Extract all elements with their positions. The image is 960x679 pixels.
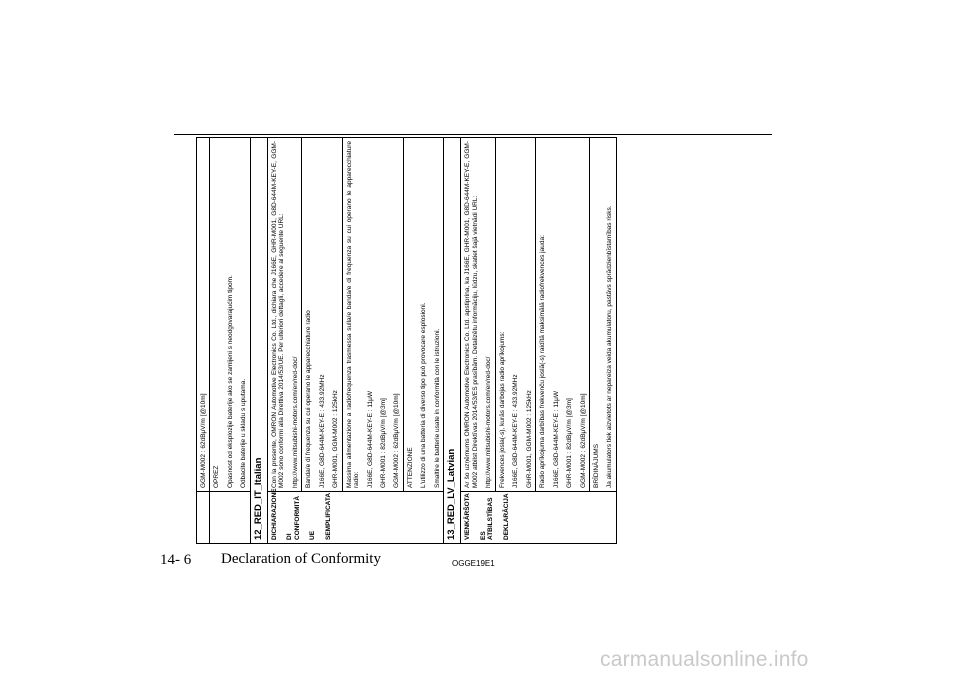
text-line: J166E, G8D-644M-KEY-E : 433.92MHz — [512, 374, 520, 488]
table-row — [461, 138, 495, 544]
table-row — [197, 138, 210, 544]
page-code: OGGE19E1 — [452, 559, 495, 568]
table-row — [536, 138, 590, 544]
text-line: GGM-M002 : 62dBμV/m [@10m] — [200, 393, 207, 488]
text-line: J166E, G8D-644M-KEY-E : 433.92MHz — [318, 374, 326, 488]
site-watermark: carmanualsonline.info — [600, 648, 809, 671]
page-number: 14- 6 — [160, 552, 192, 568]
table-row — [267, 138, 301, 544]
label-cell — [461, 492, 617, 544]
content-cell — [197, 138, 210, 492]
text-line: L'utilizzo di una batteria di diverso tipo può provocare esplosioni. — [420, 302, 428, 488]
section-heading-row — [444, 138, 461, 544]
text-line: J166E, G8D-644M-KEY-E : 11μW — [552, 391, 560, 488]
content-cell — [210, 138, 250, 492]
url-link[interactable]: http://www.mitsubishi-motors.com/en/red-doc/ — [485, 356, 493, 488]
table-row — [302, 138, 342, 544]
text-line: Massima alimentazione a radiofrequenza trasmessa sulla/e banda/e di frequenza su cui operano le apparecchiature radio: — [345, 141, 361, 488]
label-line: UE — [309, 530, 317, 540]
label-line: ES ATBILSTĪBAS — [479, 497, 495, 540]
label-line: SEMPLIFICATA — [324, 492, 332, 540]
content-cell — [267, 138, 301, 492]
label-cell — [210, 492, 250, 544]
text-line: GHR-M001 : 82dBμV/m [@3m] — [566, 398, 574, 488]
label-line: DI CONFORMITÀ — [286, 495, 301, 540]
text-line: Ja akumulators tiek aizvietots ar nepareiza veida akumulatoru, pastāvs sprādzienbīstamības risks. — [606, 205, 614, 488]
section-heading-row — [250, 138, 267, 544]
table-row — [210, 138, 250, 544]
text-line: GHR-M001, GGM-M002 : 125kHz — [332, 390, 340, 488]
label-line: DEKLARĀCIJA — [502, 493, 510, 540]
table-row — [403, 138, 443, 544]
header-rule — [174, 134, 772, 135]
content-cell — [302, 138, 342, 492]
table-row — [589, 138, 616, 544]
content-cell — [403, 138, 443, 492]
text-line: GHR-M001 : 82dBμV/m [@3m] — [380, 398, 388, 488]
text-line: Banda/e di frequenza su cui operano le apparecchiature radio — [305, 310, 313, 488]
url-link[interactable]: http://www.mitsubishi-motors.com/en/red-doc/ — [291, 356, 299, 488]
content-cell — [461, 138, 495, 492]
section-heading: 13_RED_LV_Latvian — [444, 138, 461, 544]
text-line: OPREZ — [213, 465, 221, 488]
text-line: J166E, G8D-644M-KEY-E : 11μW — [366, 391, 374, 488]
text-line: Smaltire le batterie usate in conformità con le istruzioni. — [433, 328, 441, 488]
text-line: Radio aprīkojuma darbības frekvenču joslā(-s) raidītā maksimālā radiofrekvences jauda: — [539, 235, 547, 488]
text-line: Opasnost od eksplozije baterije ako se zamijeni s neodgovarajućim tipom. — [226, 275, 234, 488]
text-line: ATTENZIONE — [406, 447, 414, 488]
content-cell — [342, 138, 403, 492]
text-line: Ar šo uzņēmums OMRON Automotive Electronics Co. Ltd. apstiprina, ka J166E, GHR-M001, G8D-644M-KEY-E, GGM-M002 atbilst Direktīvas 2014/53/ES prasībām. Detalizētu informāciju, lūdzu, skatiet šajā vietnādi URL: — [464, 141, 479, 488]
table-row — [342, 138, 403, 544]
table-row — [495, 138, 535, 544]
content-cell — [589, 138, 616, 492]
declaration-table — [196, 137, 617, 544]
text-line: GHR-M001, GGM-M002 : 125kHz — [525, 390, 533, 488]
content-cell — [495, 138, 535, 492]
text-line: BRĪDINĀJUMS — [592, 443, 600, 488]
rotated-declaration-table — [196, 138, 792, 544]
text-line: Con la presente, OMRON Automotive Electronics Co. Ltd., dichiara che J166E, GHR-M001, G8D-644M-KEY-E, GGM-M002 sono conformi alla Direttiva 2014/53/UE. Per ulteriori dettagli, accedere al seguente URL: — [270, 141, 286, 488]
chapter-title: Declaration of Conformity — [221, 551, 381, 567]
text-line: GGM-M002 : 62dBμV/m [@10m] — [579, 393, 587, 488]
label-cell — [267, 488, 444, 544]
text-line: Frekvences josla(-s), kurās darbojas radio aprīkojums: — [498, 331, 506, 488]
text-line: Odbacite baterije u skladu s uputama. — [240, 378, 248, 488]
label-line: VIENKĀRŠOTA — [464, 493, 472, 540]
content-cell — [536, 138, 590, 492]
label-cell — [197, 492, 210, 544]
label-line: DICHIARAZIONE — [270, 488, 278, 540]
text-line: GGM-M002 : 62dBμV/m [@10m] — [393, 393, 401, 488]
section-heading: 12_RED_IT_Italian — [250, 138, 267, 544]
